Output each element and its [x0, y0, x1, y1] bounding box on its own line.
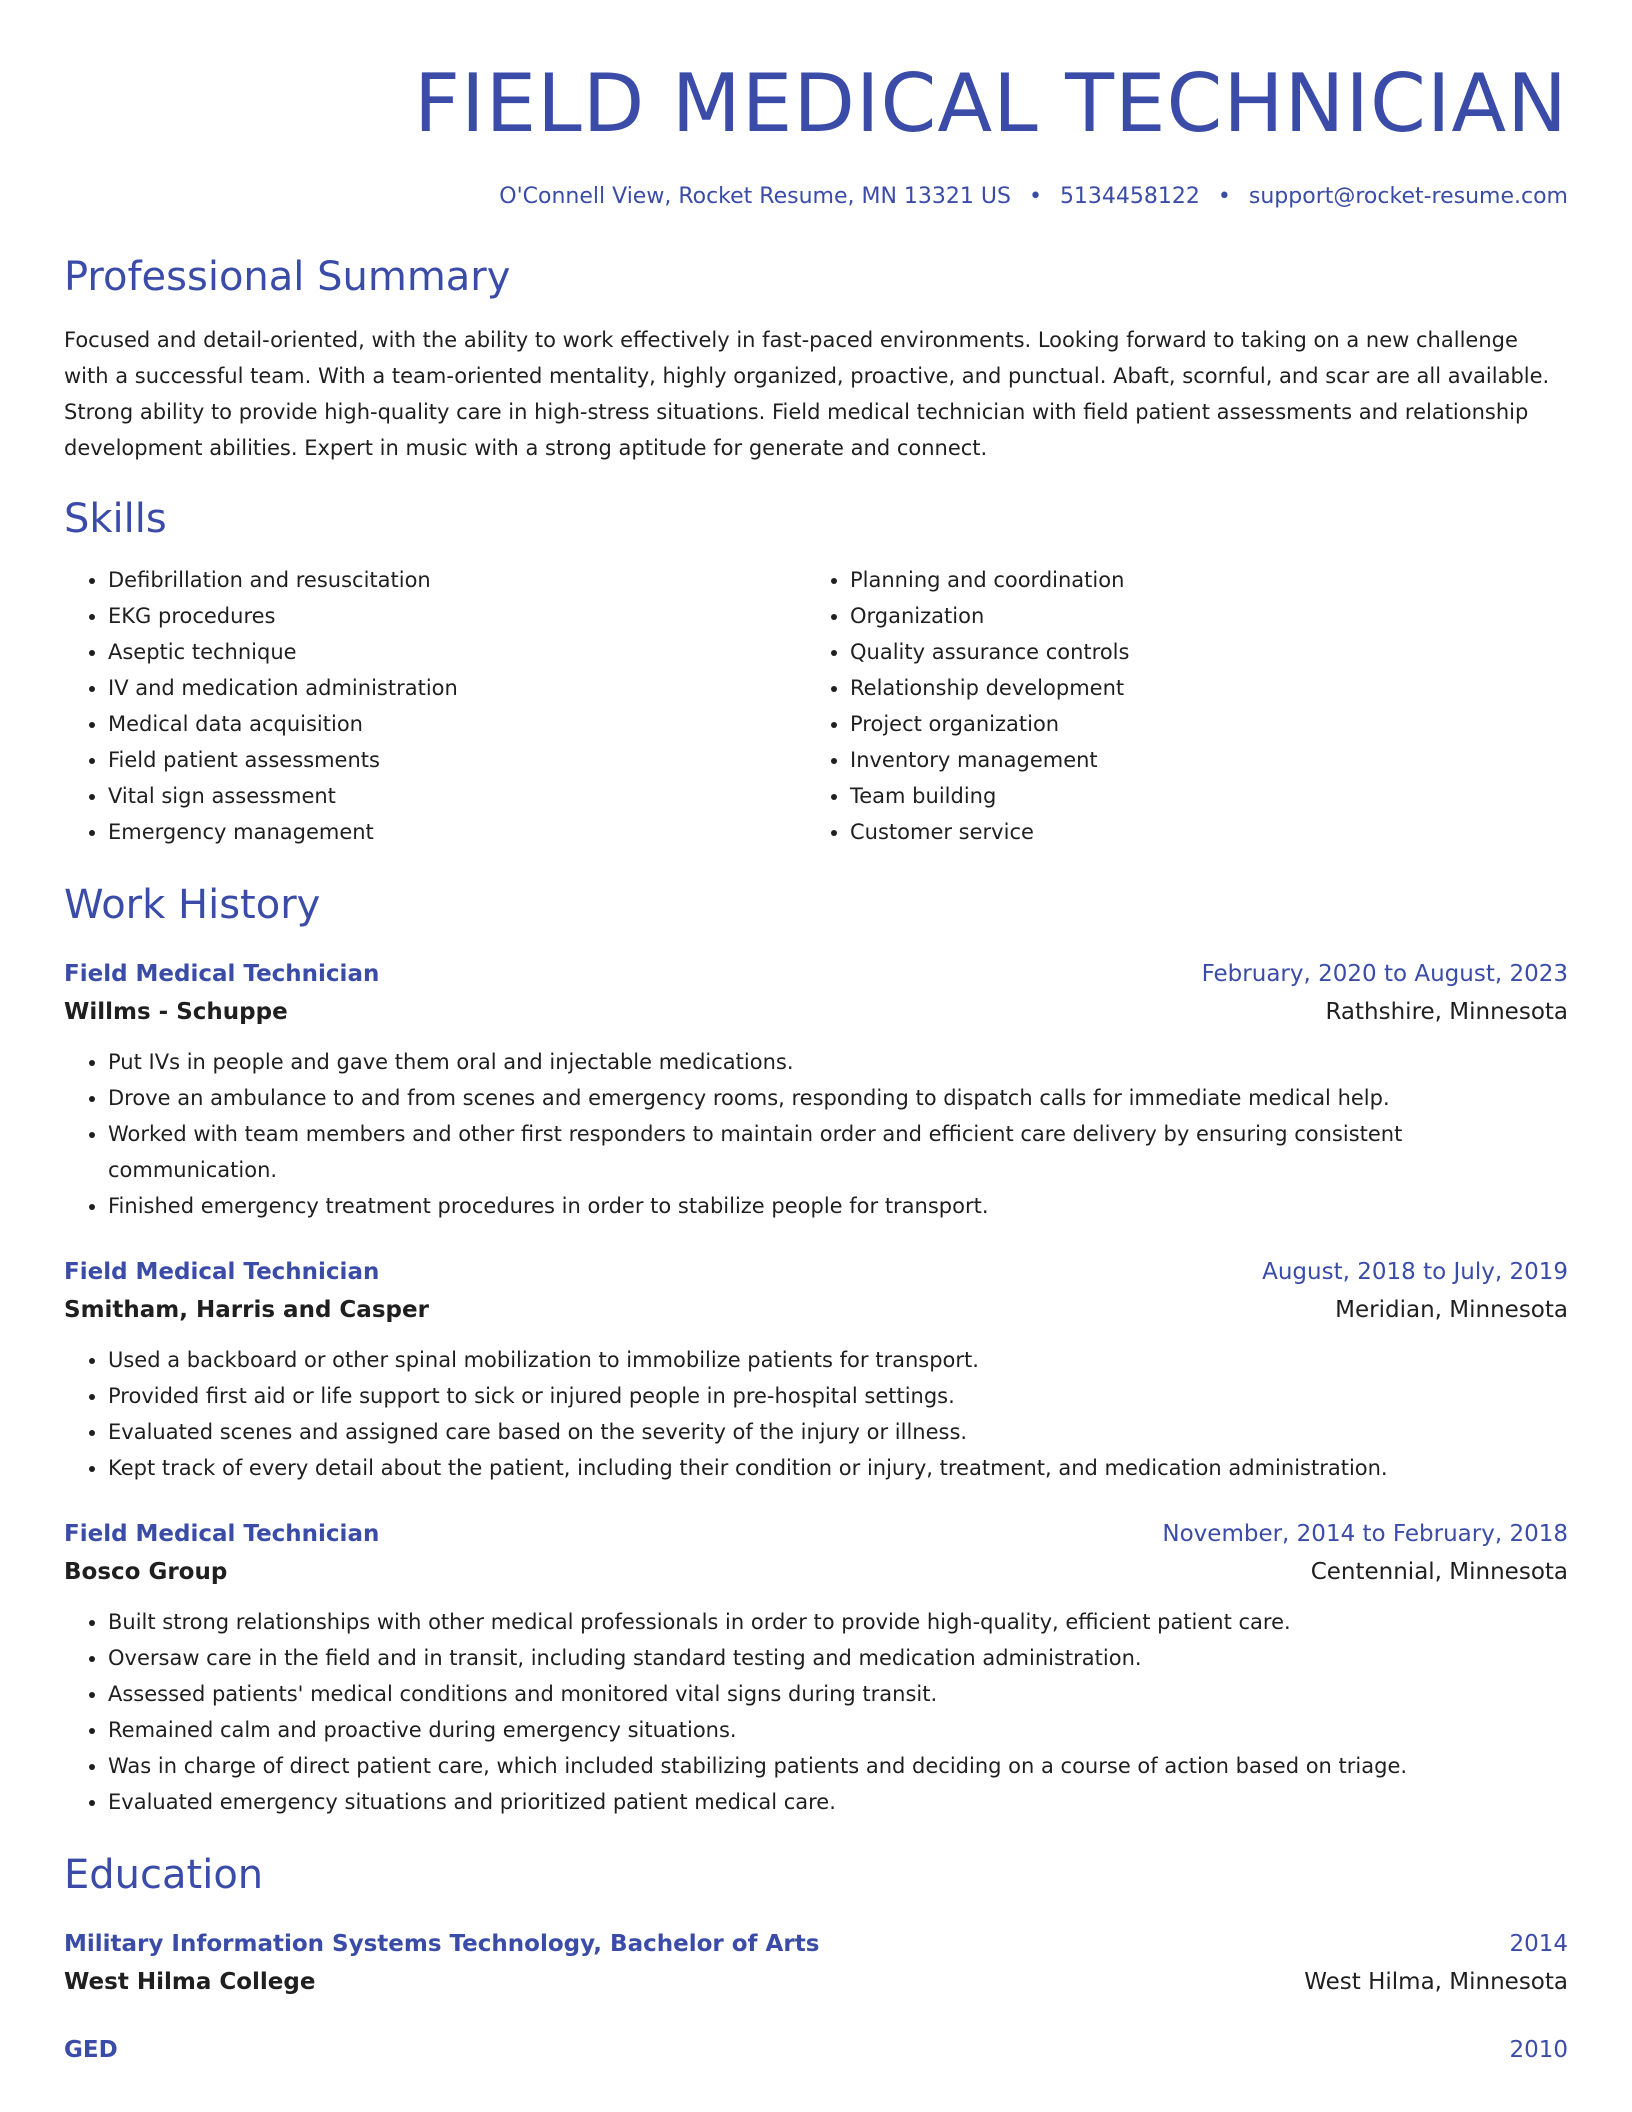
job-dates: February, 2020 to August, 2023 — [1201, 961, 1568, 987]
skill-item: • Emergency management — [108, 814, 806, 850]
job-dates: August, 2018 to July, 2019 — [1262, 1259, 1568, 1285]
education-school: West Hilma College — [64, 1969, 316, 1995]
contact-line — [64, 182, 1568, 212]
job-entry — [64, 1516, 1568, 1820]
job-dates: November, 2014 to February, 2018 — [1162, 1521, 1568, 1547]
job-employer: Bosco Group — [64, 1559, 228, 1585]
summary-heading: Professional Summary — [64, 254, 511, 300]
job-bullet: • Was in charge of direct patient care, which included stabilizing patients and deciding on a course of action based on triage. — [108, 1748, 1568, 1784]
skill-item: • Inventory management — [850, 742, 1548, 778]
skill-item: • Relationship development — [850, 670, 1548, 706]
job-bullet: • Used a backboard or other spinal mobilization to immobilize patients for transport. — [108, 1342, 1568, 1378]
job-bullets — [64, 1342, 1568, 1486]
job-bullets — [64, 1044, 1568, 1224]
job-bullet: • Worked with team members and other first responders to maintain order and efficient care delivery by ensuring consistent communication. — [108, 1116, 1568, 1188]
skill-item: • Defibrillation and resuscitation — [108, 562, 806, 598]
contact-separator: • — [1217, 184, 1231, 209]
contact-email[interactable]: support@rocket-resume.com — [1248, 184, 1568, 209]
skills-list — [64, 562, 1568, 850]
job-entry — [64, 956, 1568, 1224]
job-bullet: • Drove an ambulance to and from scenes and emergency rooms, responding to dispatch calls for immediate medical help. — [108, 1080, 1568, 1116]
skills-heading: Skills — [64, 496, 167, 542]
skill-item: • Medical data acquisition — [108, 706, 806, 742]
skills-column-left — [64, 562, 806, 850]
job-location: Centennial, Minnesota — [1310, 1559, 1568, 1585]
skill-item: • Quality assurance controls — [850, 634, 1548, 670]
job-bullet: • Finished emergency treatment procedures in order to stabilize people for transport. — [108, 1188, 1568, 1224]
skill-item: • Project organization — [850, 706, 1548, 742]
job-role: Field Medical Technician — [64, 1259, 380, 1285]
skill-item: • Customer service — [850, 814, 1548, 850]
skill-item: • Organization — [850, 598, 1548, 634]
job-bullet: • Evaluated emergency situations and prioritized patient medical care. — [108, 1784, 1568, 1820]
job-role: Field Medical Technician — [64, 961, 380, 987]
education-entry — [64, 2032, 1568, 2068]
education-year: 2014 — [1509, 1931, 1568, 1957]
resume-page — [64, 0, 1568, 2068]
job-bullet: • Built strong relationships with other medical professionals in order to provide high-quality, efficient patient care. — [108, 1604, 1568, 1640]
job-bullet: • Assessed patients' medical conditions and monitored vital signs during transit. — [108, 1676, 1568, 1712]
job-bullet: • Put IVs in people and gave them oral and injectable medications. — [108, 1044, 1568, 1080]
skill-item: • Planning and coordination — [850, 562, 1548, 598]
resume-title: FIELD MEDICAL TECHNICIAN — [414, 57, 1568, 150]
job-bullet: • Evaluated scenes and assigned care based on the severity of the injury or illness. — [108, 1414, 1568, 1450]
education-heading: Education — [64, 1852, 264, 1898]
education-year: 2010 — [1509, 2037, 1568, 2063]
education-degree: GED — [64, 2037, 118, 2063]
job-employer: Willms - Schuppe — [64, 999, 288, 1025]
skill-item: • Team building — [850, 778, 1548, 814]
skill-item: • Aseptic technique — [108, 634, 806, 670]
job-location: Rathshire, Minnesota — [1325, 999, 1568, 1025]
job-entry — [64, 1254, 1568, 1486]
skill-item: • Vital sign assessment — [108, 778, 806, 814]
skill-item: • Field patient assessments — [108, 742, 806, 778]
contact-phone[interactable]: 5134458122 — [1059, 184, 1200, 209]
summary-text: Focused and detail-oriented, with the ability to work effectively in fast-paced environments. Looking forward to taking on a new challenge with a successful team. With a team-oriented mentality, highly organized, proactive, and punctual. Abaft, scornful, and scar are all available. Strong ability to provide high-quality care in high-stress situations. Field medical technician with field patient assessments and relationship development abilities. Expert in music with a strong aptitude for generate and connect. — [64, 328, 1550, 460]
education-degree: Military Information Systems Technology, Bachelor of Arts — [64, 1931, 820, 1957]
work-history-heading: Work History — [64, 882, 321, 928]
job-bullet: • Kept track of every detail about the patient, including their condition or injury, treatment, and medication administration. — [108, 1450, 1568, 1486]
skill-item: • IV and medication administration — [108, 670, 806, 706]
job-bullets — [64, 1604, 1568, 1820]
education-entry — [64, 1926, 1568, 2002]
job-employer: Smitham, Harris and Casper — [64, 1297, 429, 1323]
job-bullet: • Remained calm and proactive during emergency situations. — [108, 1712, 1568, 1748]
contact-separator: • — [1028, 184, 1042, 209]
skills-column-right — [806, 562, 1548, 850]
skill-item: • EKG procedures — [108, 598, 806, 634]
job-bullet: • Provided first aid or life support to sick or injured people in pre-hospital settings. — [108, 1378, 1568, 1414]
job-bullet: • Oversaw care in the field and in transit, including standard testing and medication administration. — [108, 1640, 1568, 1676]
job-role: Field Medical Technician — [64, 1521, 380, 1547]
job-location: Meridian, Minnesota — [1335, 1297, 1568, 1323]
education-location: West Hilma, Minnesota — [1304, 1969, 1568, 1995]
contact-address: O'Connell View, Rocket Resume, MN 13321 US — [499, 184, 1011, 209]
